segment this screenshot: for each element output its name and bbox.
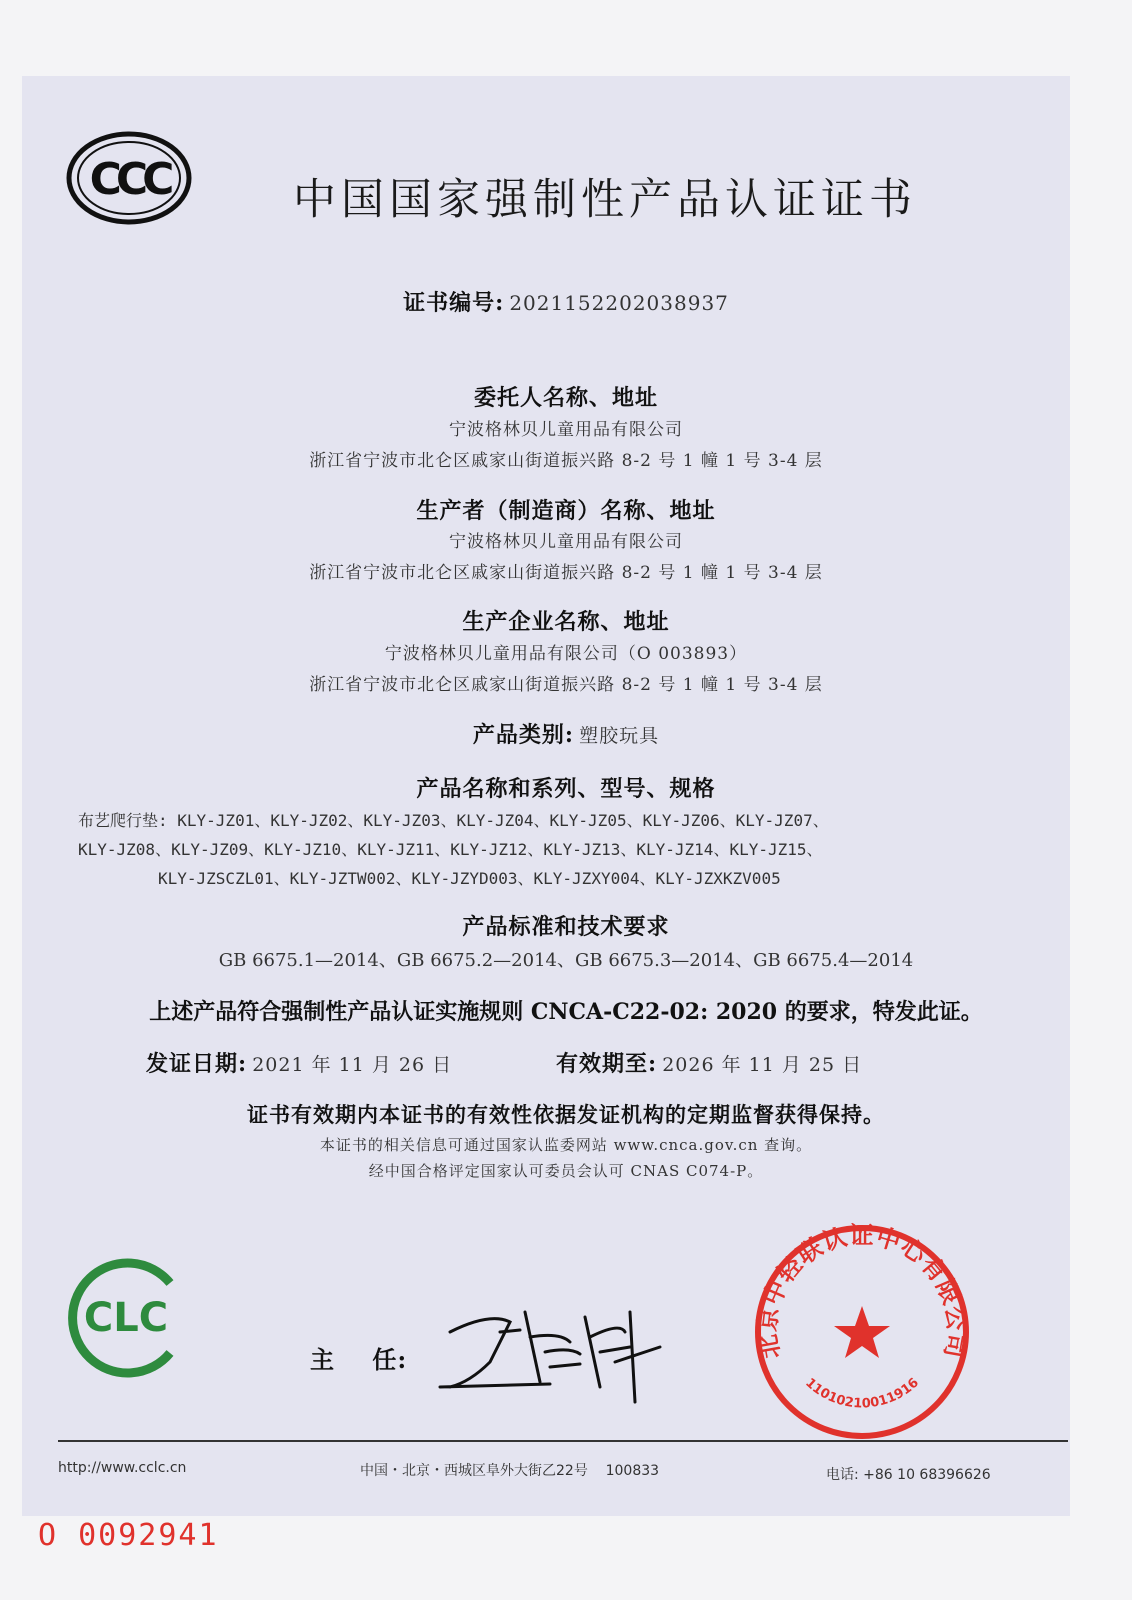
ccc-logo-text: CCC xyxy=(89,154,169,205)
valid-until-label: 有效期至: xyxy=(556,1051,658,1077)
category-row xyxy=(0,718,1132,749)
factory-name: 宁波格林贝儿童用品有限公司（O 003893） xyxy=(384,644,748,664)
director-signature xyxy=(430,1292,680,1412)
company-seal xyxy=(748,1218,976,1446)
client-name: 宁波格林贝儿童用品有限公司 xyxy=(449,420,683,440)
product-line: KLY-JZ08、KLY-JZ09、KLY-JZ10、KLY-JZ11、KLY-JZ12、KLY-JZ13、KLY-JZ14、KLY-JZ15、 xyxy=(78,840,823,859)
client-address: 浙江省宁波市北仑区戚家山街道振兴路 8-2 号 1 幢 1 号 3-4 层 xyxy=(309,451,823,471)
issue-date-row xyxy=(146,1047,452,1078)
footer-address: 中国・北京・西城区阜外大街乙22号 100833 xyxy=(360,1463,660,1479)
cert-number-row xyxy=(0,286,1132,317)
category-value: 塑胶玩具 xyxy=(579,725,660,747)
issue-date-value: 2021 年 11 月 26 日 xyxy=(252,1054,453,1076)
valid-until-row xyxy=(556,1047,862,1078)
client-heading: 委托人名称、地址 xyxy=(473,385,658,411)
factory-address: 浙江省宁波市北仑区戚家山街道振兴路 8-2 号 1 幢 1 号 3-4 层 xyxy=(309,675,823,695)
clc-logo-text: CLC xyxy=(83,1295,169,1341)
standards-value: GB 6675.1—2014、GB 6675.2—2014、GB 6675.3—2014、GB 6675.4—2014 xyxy=(218,950,914,971)
manufacturer-heading: 生产者（制造商）名称、地址 xyxy=(416,498,716,524)
footer-phone: 电话: +86 10 68396626 xyxy=(826,1467,991,1483)
validity-note: 证书有效期内本证书的有效性依据发证机构的定期监督获得保持。 xyxy=(247,1102,885,1127)
cert-number-value: 2021152202038937 xyxy=(509,291,729,315)
product-line: 布艺爬行垫: KLY-JZ01、KLY-JZ02、KLY-JZ03、KLY-JZ04、KLY-JZ05、KLY-JZ06、KLY-JZ07、 xyxy=(78,811,829,830)
cnas-note: 经中国合格评定国家认可委员会认可 CNAS C074-P。 xyxy=(368,1162,764,1180)
valid-until-value: 2026 年 11 月 25 日 xyxy=(662,1054,863,1076)
clc-logo xyxy=(60,1253,190,1383)
svg-text:11010210011916 xyxy=(802,1375,922,1411)
manufacturer-address: 浙江省宁波市北仑区戚家山街道振兴路 8-2 号 1 幢 1 号 3-4 层 xyxy=(309,563,823,583)
standards-heading: 产品标准和技术要求 xyxy=(462,914,670,940)
factory-heading: 生产企业名称、地址 xyxy=(462,609,670,635)
footer-website[interactable]: http://www.cclc.cn xyxy=(58,1460,187,1476)
serial-number: O 0092941 xyxy=(38,1518,219,1553)
cert-number-label: 证书编号: xyxy=(403,290,505,316)
compliance-statement: 上述产品符合强制性产品认证实施规则 CNCA-C22-02: 2020 的要求，特发此证。 xyxy=(149,999,983,1025)
director-label: 主 任: xyxy=(310,1345,408,1374)
products-heading: 产品名称和系列、型号、规格 xyxy=(416,776,716,802)
certificate-title: 中国国家强制性产品认证证书 xyxy=(293,175,917,225)
manufacturer-name: 宁波格林贝儿童用品有限公司 xyxy=(449,532,683,552)
seal-text: 北京中轻联认证中心有限公司 xyxy=(753,1221,971,1361)
product-line: KLY-JZSCZL01、KLY-JZTW002、KLY-JZYD003、KLY-JZXY004、KLY-JZXKZV005 xyxy=(158,869,781,888)
issue-date-label: 发证日期: xyxy=(146,1051,248,1077)
seal-number: 11010210011916 xyxy=(802,1375,922,1412)
category-label: 产品类别: xyxy=(472,722,574,748)
footer-rule xyxy=(58,1440,1068,1442)
info-note: 本证书的相关信息可通过国家认监委网站 www.cnca.gov.cn 查询。 xyxy=(319,1136,813,1154)
